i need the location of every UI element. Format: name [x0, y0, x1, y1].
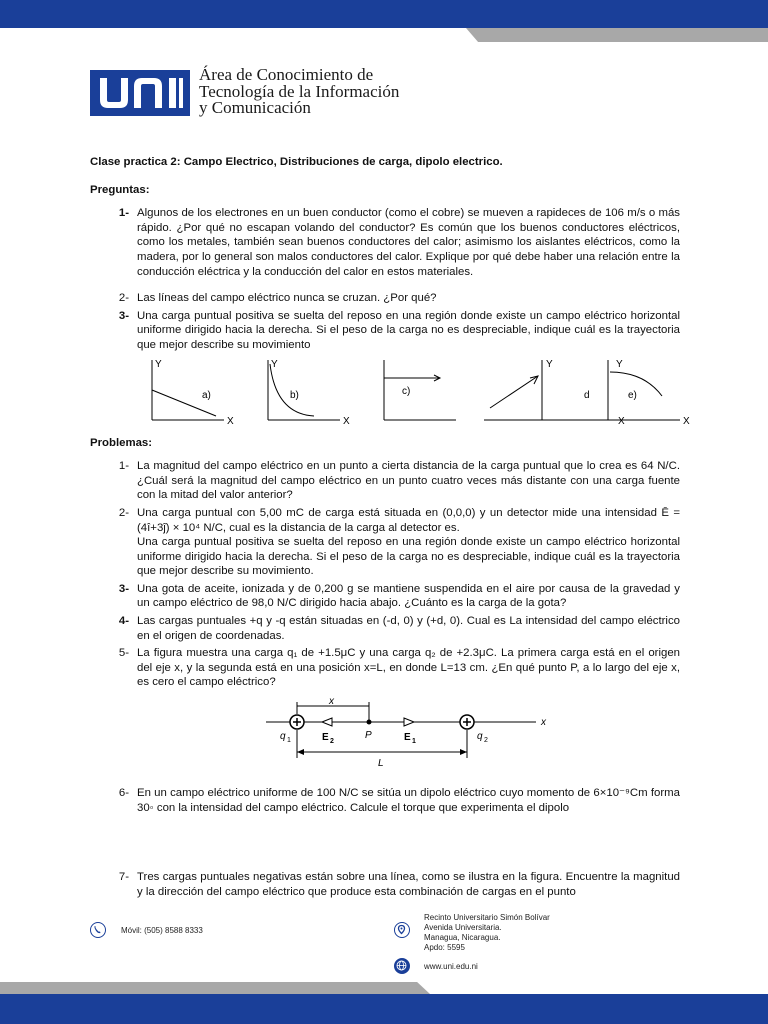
graph-b-label: b): [290, 389, 299, 401]
l-label: L: [378, 758, 384, 770]
graph-a-y: Y: [155, 358, 162, 370]
item-text: Las líneas del campo eléctrico nunca se cruzan. ¿Por qué?: [137, 292, 437, 305]
address-line-2: Avenida Universitaria.: [424, 923, 502, 932]
item-number: 3-: [118, 582, 129, 595]
item-number: 2-: [118, 292, 129, 305]
graph-d-x: X: [618, 415, 625, 427]
item-text: Las cargas puntuales +q y -q están situadas en (-d, 0) y (+d, 0). Cual es La intensidad del campo eléctrico en el origen de coordenadas.: [137, 615, 680, 642]
org-line-1: Área de Conocimiento de: [199, 65, 374, 84]
graph-b-x: X: [343, 415, 350, 427]
axis-label: x: [541, 717, 546, 729]
item-number: 5-: [118, 647, 129, 660]
item-text: En un campo eléctrico uniforme de 100 N/C se sitúa un dipolo eléctrico cuyo momento de 6×10⁻⁹Cm forma 30◦ con la intensidad del campo eléctrico. Calcule el torque que experimenta el dipolo: [137, 787, 680, 814]
trajectory-graphs-svg: [148, 356, 688, 426]
org-name: [199, 67, 399, 117]
org-line-2: Tecnología de la Información: [199, 81, 400, 101]
q1-sub: 1: [287, 737, 291, 745]
graph-d: [484, 359, 625, 427]
graph-a-x: X: [227, 415, 234, 427]
graph-a: [152, 359, 234, 427]
item-text: Una gota de aceite, ionizada y de 0,200 g se mantiene suspendida en el aire por causa de la gravedad y un campo eléctrico de 98,0 N/C dirigido hacia abajo. ¿Cuánto es la carga de la gota?: [137, 582, 680, 610]
document-body: [90, 155, 690, 902]
graph-c: [384, 360, 456, 420]
point-p: [367, 720, 372, 725]
item-text: La figura muestra una carga q₁ de +1.5μC y una carga q₂ de +2.3μC. La primera carga está en el origen del eje x, y la segunda está en una posición x=L, en donde L=13 cm. ¿En qué punto P, a lo largo del eje x, es cero el campo eléctrico?: [137, 647, 680, 689]
e2-sub: 2: [330, 738, 334, 746]
phone-icon: [90, 922, 106, 938]
graph-c-label: c): [402, 385, 411, 397]
top-bar: [0, 0, 768, 28]
preguntas-heading: Preguntas:: [90, 183, 150, 196]
problema-7: [90, 870, 680, 899]
address-line-4: Apdo: 5595: [424, 943, 465, 952]
graph-b-y: Y: [271, 358, 278, 370]
graph-e-label: e): [628, 389, 637, 401]
dipole-figure: [266, 694, 680, 774]
footer: [0, 905, 768, 975]
graph-b: [268, 359, 350, 427]
phone-text: Móvil: (505) 8588 8333: [121, 926, 203, 935]
item-text-continued: Una carga puntual positiva se suelta del reposo en una región donde existe un campo eléctrico horizontal uniforme dirigido hacia la derecha. Si el peso de la carga no es despreciable, indique cuál es la trayectoria que mejor describe su movimiento.: [137, 536, 680, 578]
item-number: 1-: [118, 460, 129, 473]
problema-1: [90, 459, 680, 503]
problema-5: [90, 646, 680, 690]
graph-d-y: Y: [546, 358, 553, 370]
pregunta-3: [90, 309, 680, 353]
e1-label: E: [404, 732, 411, 744]
pregunta-2: [90, 291, 680, 306]
uni-logo: [90, 70, 190, 116]
e1-sub: 1: [412, 738, 416, 746]
item-text: Algunos de los electrones en un buen conductor (como el cobre) se mueven a rapideces de 106 m/s o más rápido. ¿Por qué no escapan volando del conductor? Es común que los buenos conductores eléctricos, como los metales, también sean buenos conductores del calor; asimismo los aislantes eléctricos, como la madera, por lo general son malos conductores del calor. Explique por qué debe haber una relación entre la conducción eléctrica y la conducción del calor en estos materiales.: [137, 207, 680, 278]
bottom-bar: [0, 994, 768, 1024]
graph-d-label: d: [584, 389, 590, 401]
item-number: 3-: [118, 309, 129, 322]
address-line-1: Recinto Universitario Simón Bolívar: [424, 913, 550, 922]
item-number: 2-: [118, 506, 129, 519]
item-number: 1-: [118, 207, 129, 220]
item-number: 6-: [118, 787, 129, 800]
location-icon: [394, 922, 410, 938]
q1-label: q: [280, 731, 286, 743]
problemas-heading: Problemas:: [90, 436, 153, 449]
dipole-figure-svg: [266, 694, 556, 774]
org-line-3: y Comunicación: [199, 98, 311, 117]
trajectory-graphs: [148, 356, 690, 427]
item-text: La magnitud del campo eléctrico en un punto a cierta distancia de la carga puntual que lo crea es 64 N/C. ¿Cuál será la magnitud del campo eléctrico en un punto cuatro veces más distante con una carga fuente con la mitad del valor anterior?: [137, 460, 680, 502]
problema-3: [90, 582, 680, 611]
item-number: 4-: [118, 615, 129, 628]
doc-title: Clase practica 2: Campo Electrico, Distribuciones de carga, dipolo electrico.: [90, 156, 503, 168]
item-text: Tres cargas puntuales negativas están sobre una línea, como se ilustra en la figura. Encuentre la magnitud y la dirección del campo eléctrico que produce esta combinación de cargas en el punto: [137, 871, 680, 898]
address-line-3: Managua, Nicaragua.: [424, 933, 501, 942]
top-accent-stripe: [466, 28, 768, 42]
problema-4: [90, 614, 680, 643]
item-text-block: [137, 506, 680, 579]
address: [424, 913, 550, 953]
item-text: Una carga puntual positiva se suelta del reposo en una región donde existe un campo eléctrico horizontal uniforme dirigido hacia la derecha. Si el peso de la carga no es despreciable, indique cuál es la trayectoria que mejor describe su movimiento: [137, 309, 680, 351]
globe-icon: [394, 958, 410, 974]
website-link[interactable]: www.uni.edu.ni: [424, 962, 478, 971]
pregunta-1: [90, 206, 680, 279]
graph-e-x: X: [683, 415, 690, 427]
graph-a-label: a): [202, 389, 211, 401]
problema-2: [90, 506, 680, 579]
bottom-accent-stripe: [0, 982, 430, 994]
x-distance-label: x: [329, 696, 334, 708]
q2-sub: 2: [484, 737, 488, 745]
graph-e-y: Y: [616, 358, 623, 370]
problema-6: [90, 786, 680, 815]
item-text: Una carga puntual con 5,00 mC de carga está situada en (0,0,0) y un detector mide una intensidad Ē = (4î+3ĵ) × 10⁴ N/C, cual es la distancia de la carga al detector es.: [137, 506, 680, 534]
q2-label: q: [477, 731, 483, 743]
e2-label: E: [322, 732, 329, 744]
item-number: 7-: [118, 871, 129, 884]
p-label: P: [365, 730, 372, 742]
